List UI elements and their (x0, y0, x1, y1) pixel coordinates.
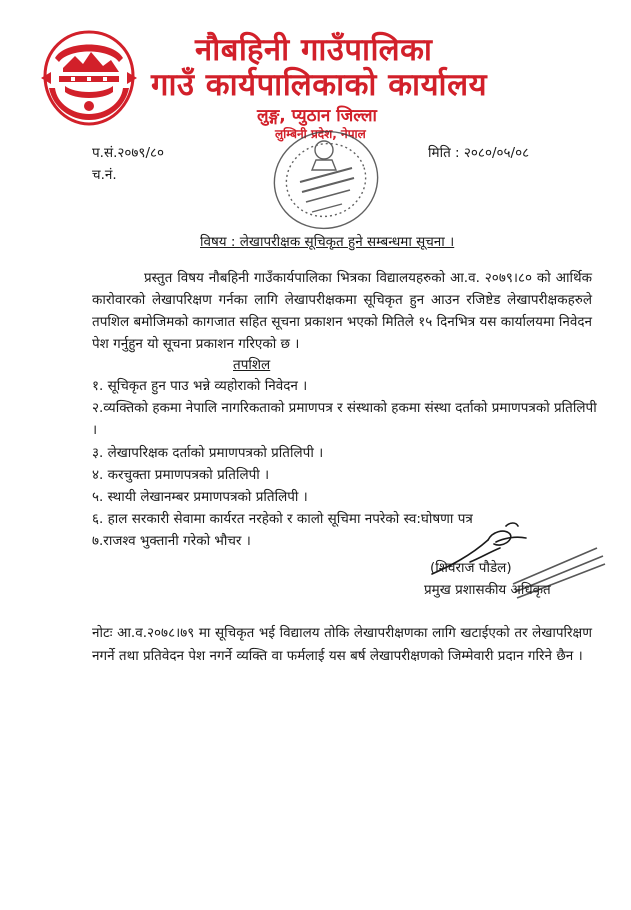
notice-subject: विषय : लेखापरीक्षक सूचिकृत हुने सम्बन्धमा सूचना । (200, 234, 455, 250)
details-heading: तपशिल (233, 357, 271, 373)
office-title-line1: नौबहिनी गाउँपालिका (195, 32, 433, 68)
list-item: ३. लेखापरिक्षक दर्ताको प्रमाणपत्रको प्रतिलिपी । (92, 444, 324, 461)
list-item: ६. हाल सरकारी सेवामा कार्यरत नरहेको र कालो सूचिमा नपरेको स्व:घोषणा पत्र (92, 511, 473, 528)
district-line: लुङ्ग, प्युठान जिल्ला (257, 106, 377, 126)
province-line: लुम्बिनी प्रदेश, नेपाल (275, 127, 366, 141)
signatory-title: प्रमुख प्रशासकीय अधिकृत (424, 582, 551, 598)
note-paragraph: नोटः आ.व.२०७८।७९ मा सूचिकृत भई विद्यालय तोकि लेखापरीक्षणका लागि खटाईएको तर लेखापरिक्षण नगर्ने तथा प्रतिवेदन पेश नगर्ने व्यक्ति वा फर्मलाई यस बर्ष लेखापरीक्षणको जिम्मेवारी प्रदान गरिने छैन । (92, 625, 592, 664)
body-paragraph: प्रस्तुत विषय नौबहिनी गाउँकार्यपालिका भित्रका विद्यालयहरुको आ.व. २०७९।८० को आर्थिक कारोवारको लेखापरिक्षण गर्नका लागि लेखापरीक्षकमा सूचिकृत हुन आउन रजिष्टेड लेखापरीक्षकहरुले तपशिल बमोजिमको कागजात सहित सूचना प्रकाशन भएको मितिले १५ दिनभित्र यस कार्यालयमा निवेदन पेश गर्नुहुन यो सूचना प्रकाशन गरिएको छ । (92, 270, 592, 352)
list-item: १. सूचिकृत हुन पाउ भन्ने व्यहोराको निवेदन । (92, 378, 308, 394)
office-title-line2: गाउँ कार्यपालिकाको कार्यालय (151, 67, 488, 103)
issue-date: मिति : २०८०/०५/०८ (428, 145, 530, 161)
signatory-name: (शिवराज पौडेल) (430, 560, 512, 576)
reference-number: प.सं.२०७९/८० (92, 145, 165, 161)
list-item: २.व्यक्तिको हकमा नेपालि नागरिकताको प्रमाणपत्र र संस्थाको हकमा संस्था दर्ताको प्रमाणपत्रको प्रतिलिपी । (92, 400, 597, 439)
dispatch-number: च.नं. (92, 167, 117, 183)
list-item: ७.राजश्व भुक्तानी गरेको भौचर । (92, 533, 251, 550)
list-item: ४. करचुक्ता प्रमाणपत्रको प्रतिलिपी । (92, 466, 270, 483)
list-item: ५. स्थायी लेखानम्बर प्रमाणपत्रको प्रतिलिपी । (92, 489, 308, 506)
office-round-stamp (266, 120, 386, 240)
municipality-emblem (35, 28, 143, 130)
notice-body (92, 267, 592, 355)
